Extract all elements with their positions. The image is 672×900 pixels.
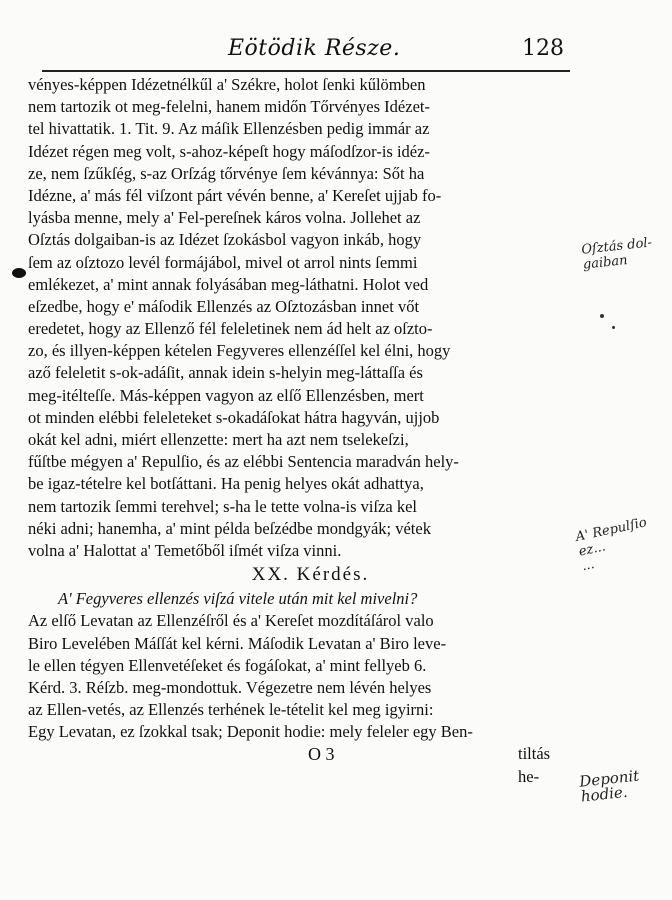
body-text (28, 74, 573, 786)
text-line: ot minden elébbi feleleteket s-okadáſokat hátra hagyván, ujjob (28, 407, 440, 427)
text-line: be igaz-tételre kel botſáttani. Ha penig helyes okát adhattya, (28, 474, 424, 494)
text-line: eſzedbe, hogy e' máſodik Ellenzés az Oſztozásban innet vőt (28, 296, 420, 316)
text-line: Idézet régen meg volt, s-ahoz-képeſt hogy máſodſzor-is idéz- (28, 141, 430, 161)
text-line: Biro Levelében Máſſát kel kérni. Máſodik Levatan a' Biro leve- (28, 633, 447, 653)
section-subtitle: A' Fegyveres ellenzés viſzá vitele után mit kel mivelni? (58, 589, 418, 609)
text-line: volna a' Halottat a' Temetőből iſmét viſza vinni. (28, 540, 342, 560)
header-rule (42, 70, 570, 72)
text-line: Az elſő Levatan az Ellenzéſről és a' Kereſet mozdítáſárol valo (28, 611, 434, 631)
margin-note-3: Deponit hodie. (578, 766, 641, 806)
text-line: eredetet, hogy az Ellenző fél feleletinek nem ád helt az oſzto- (28, 319, 433, 339)
running-header-title: Eötödik Része. (228, 36, 401, 61)
text-line: fűſtbe mégyen a' Repulſio, és az elébbi Sentencia maradván hely- (28, 452, 459, 472)
text-line: vényes-képpen Idézetnélkűl a' Székre, holot ſenki kűlömben (28, 75, 426, 94)
page-number: 128 (522, 36, 564, 61)
text-line: Egy Levatan, ez ſzokkal tsak; Deponit hodie: mely feleler egy Ben- (28, 722, 473, 742)
text-line: lyásba menne, mely a' Fel-pereſnek káros volna. Jollehet az (28, 208, 421, 228)
text-line: aző feleletit s-ok-adáſit, annak idein s-helyin meg-láttaſſa és (28, 363, 423, 383)
ink-blot (12, 268, 26, 278)
text-line: ſem az oſztozo levél formájábol, mivel ot arrol nints ſemmi (28, 252, 418, 272)
margin-note-1: Oſztás dol- gaiban (580, 235, 653, 273)
text-line: le ellen tégyen Ellenvetéſeket és fogáſokat, a' mint fellyeb 6. (28, 655, 427, 675)
text-line: ze, nem ſzűkſég, s-az Orſzág tőrvénye ſem kévánnya: Sőt ha (28, 163, 425, 183)
text-line: tel hivattatik. 1. Tit. 9. Az máſik Ellenzésben pedig immár az (28, 119, 430, 139)
text-line: zo, és illyen-képpen kételen Fegyveres ellenzéſſel kel élni, hogy (28, 341, 451, 361)
page-footer (28, 743, 573, 786)
ink-speck (600, 314, 604, 318)
text-line: emlékezet, a' mint annak folyásában meg-láthatni. Holot ved (28, 274, 429, 294)
text-line: Oſztás dolgaiban-is az Idézet ſzokásbol vagyon inkáb, hogy (28, 230, 422, 250)
signature-mark: O 3 (308, 744, 335, 765)
text-line: nem tartozik ſemmi terehvel; s-ha le tette volna-is viſza kel (28, 496, 417, 516)
catchword: tiltás he- (518, 744, 551, 786)
ink-speck (612, 326, 615, 329)
section-heading: XX. Kérdés. (251, 564, 370, 586)
text-line: okát kel adni, miért ellenzette: mert ha azt nem tselekeſzi, (28, 430, 409, 449)
text-line: meg-itélteſſe. Más-képpen vagyon az elſő Ellenzésben, mert (28, 385, 424, 405)
text-line: néki adni; hanemha, a' mint példa beſzédbe mondgyák; vétek (28, 518, 431, 538)
margin-note-2: A' Repulſio ez... ... (574, 515, 649, 575)
text-line: nem tartozik ot meg-felelni, hanem midőn Tőrvényes Idézet- (28, 97, 430, 117)
text-line: Kérd. 3. Réſzb. meg-mondottuk. Végezetre nem lévén helyes (28, 677, 432, 697)
text-line: Idézne, a' más fél viſzont párt vévén benne, a' Kereſet ujjab fo- (28, 185, 442, 205)
text-line: az Ellen-vetés, az Ellenzés terhének le-tételit kel meg igyirni: (28, 700, 434, 720)
